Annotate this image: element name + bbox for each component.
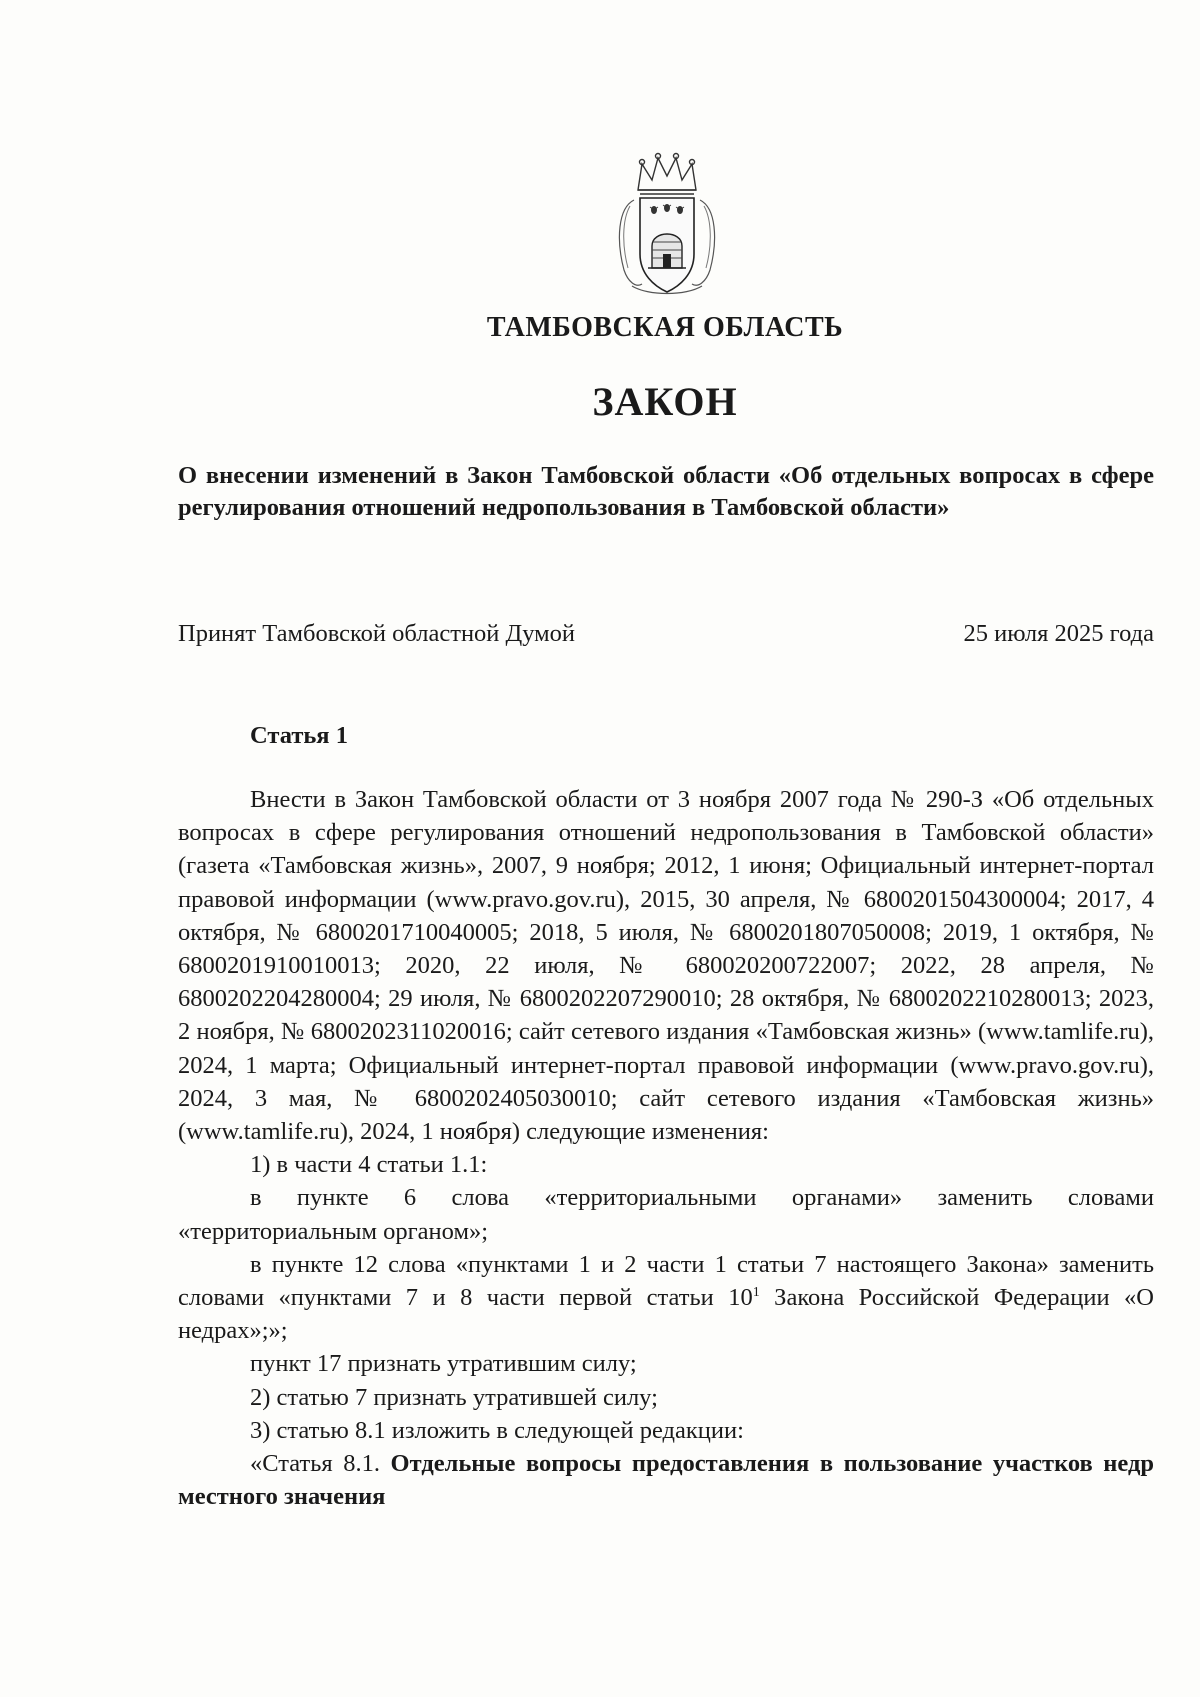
article-8-1-label: «Статья 8.1. bbox=[250, 1450, 391, 1478]
item-1-b-text-post: Закона Российской Федерации «О недрах»;»; bbox=[178, 1284, 1154, 1345]
item-3-paragraph: 3) статью 8.1 изложить в следующей редакции: bbox=[250, 1416, 744, 1444]
adopted-by-text: Принят Тамбовской областной Думой bbox=[178, 620, 576, 647]
item-1-b-text-pre: в пункте 12 слова «пунктами 1 и 2 части 1 статьи 7 настоящего Закона» заменить словами «пунктами 7 и 8 части первой статьи 10 bbox=[178, 1250, 1154, 1312]
document-type-title: ЗАКОН bbox=[592, 379, 738, 424]
item-1-b-paragraph bbox=[178, 1248, 1154, 1348]
item-2-paragraph: 2) статью 7 признать утратившей силу; bbox=[250, 1383, 658, 1411]
article-1-heading: Статья 1 bbox=[250, 722, 348, 749]
article-8-1-title: Отдельные вопросы предоставления в пользование участков недр местного значения bbox=[178, 1450, 1154, 1511]
item-1-c-paragraph: пункт 17 признать утратившим силу; bbox=[250, 1350, 637, 1378]
coat-of-arms-icon bbox=[608, 150, 726, 298]
law-subject-title: О внесении изменений в Закон Тамбовской области «Об отдельных вопросах в сфере регулирования отношений недропользования в Тамбовской области» bbox=[178, 462, 1154, 521]
article-1-intro-paragraph: Внести в Закон Тамбовской области от 3 ноября 2007 года № 290-З «Об отдельных вопросах в сфере регулирования отношений недропользования в Тамбовской области» (газета «Тамбовская жизнь», 2007, 9 ноября; 2012, 1 июня; Официальный интернет-портал правовой информации (www.pravo.gov.ru), 2015, 30 апреля, № 6800201504300004; 2017, 4 октября, № 6800201710040005; 2018, 5 июля, № 6800201807050008; 2019, 1 октября, № 6800201910010013; 2020, 22 июля, № 680020200722007; 2022, 28 апреля, № 6800202204280004; 29 июля, № 6800202207290010; 28 октября, № 6800202210280013; 2023, 2 ноября, № 6800202311020016; сайт сетевого издания «Тамбовская жизнь» (www.tamlife.ru), 2024, 1 марта; Официальный интернет-портал правовой информации (www.pravo.gov.ru), 2024, 3 мая, № 6800202405030010; сайт сетевого издания «Тамбовская жизнь» (www.tamlife.ru), 2024, 1 ноября) следующие изменения: bbox=[178, 786, 1154, 1146]
item-1-b-superscript: 1 bbox=[752, 1285, 760, 1301]
adoption-info bbox=[178, 620, 1154, 648]
article-8-1-quote-paragraph bbox=[178, 1447, 1154, 1513]
article-1-body bbox=[178, 783, 1154, 1513]
adopted-date-text: 25 июля 2025 года bbox=[963, 620, 1154, 647]
region-title: ТАМБОВСКАЯ ОБЛАСТЬ bbox=[486, 312, 844, 343]
item-1-paragraph: 1) в части 4 статьи 1.1: bbox=[250, 1151, 488, 1179]
item-1-a-paragraph: в пункте 6 слова «территориальными органами» заменить словами «территориальным органом»; bbox=[178, 1184, 1154, 1245]
